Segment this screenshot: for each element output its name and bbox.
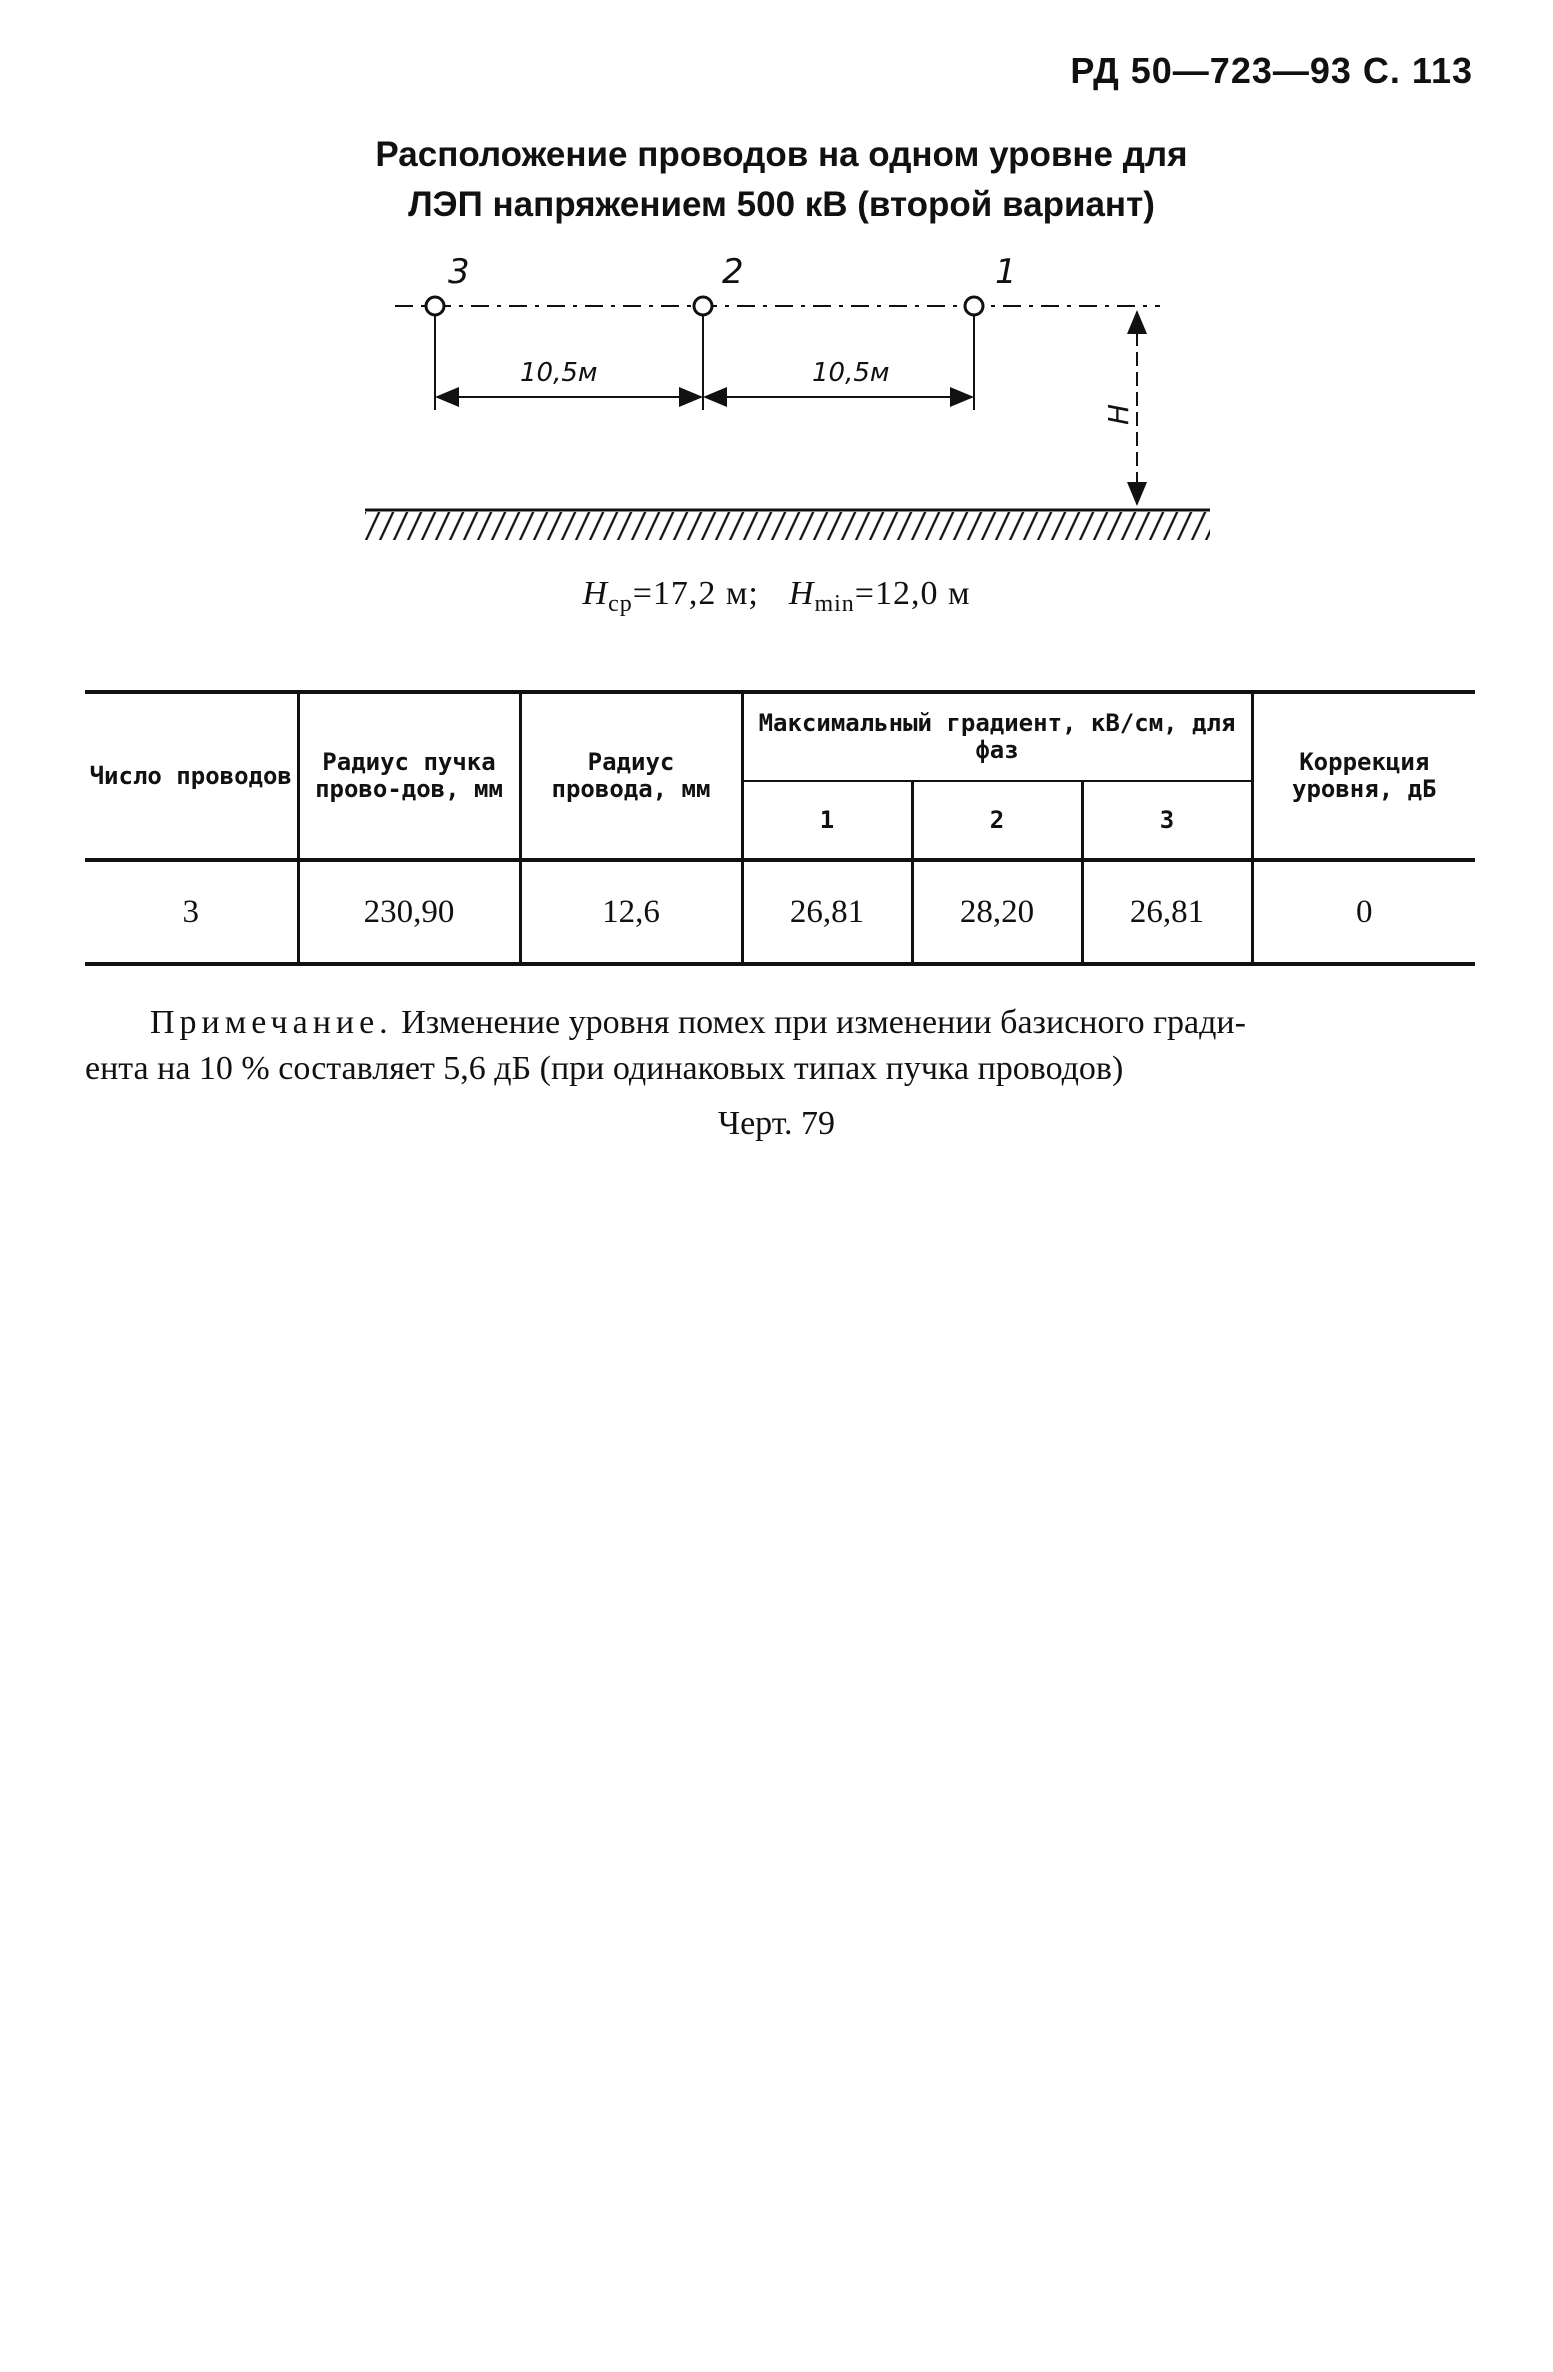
wire-2-icon [694,297,712,315]
table-row [85,860,1475,964]
header-bundle-radius: Радиус пучка прово-дов, мм [298,692,520,860]
cell-level-correction: 0 [1252,860,1475,964]
wire-label-2: 2 [722,252,744,292]
cell-phase-1: 26,81 [742,860,912,964]
header-max-gradient: Максимальный градиент, кВ/см, для фаз [742,692,1252,781]
figure-title-line-2: ЛЭП напряжением 500 кВ (второй вариант) [408,185,1155,224]
height-values [0,575,1553,618]
cell-wire-count: 3 [182,893,199,930]
cell-wire-radius: 12,6 [520,860,742,964]
hcp-subscript: cp [608,591,633,617]
header-wire-count: Число проводов [89,761,292,790]
wire-3-icon [426,297,444,315]
spacing-label-right: 10,5м [812,358,890,388]
header-phase-3: 3 [1082,781,1252,860]
header-wire-radius: Радиус провода, мм [520,692,742,860]
figure-caption: Черт. 79 [717,1105,836,1142]
hcp-symbol: H [582,575,609,612]
document-reference: РД 50—723—93 С. 113 [1070,50,1473,91]
cell-phase-3: 26,81 [1082,860,1252,964]
note-paragraph [85,1000,1480,1092]
cell-phase-2: 28,20 [912,860,1082,964]
wire-label-1: 1 [995,252,1017,292]
note-text-line-2: ента на 10 % составляет 5,6 дБ (при одинаковых типах пучка проводов) [85,1050,1124,1087]
wire-1-icon [965,297,983,315]
figure-title [0,130,1553,230]
note-label: Примечание. [150,1004,393,1041]
header-level-correction: Коррекция уровня, дБ [1252,692,1475,860]
spacing-label-left: 10,5м [520,358,598,388]
hmin-subscript: min [814,591,855,617]
figure-title-line-1: Расположение проводов на одном уровне для [375,135,1188,174]
hmin-value: =12,0 м [854,575,971,612]
ground-hatching [365,512,1210,540]
cell-bundle-radius: 230,90 [298,860,520,964]
header-phase-2: 2 [912,781,1082,860]
hcp-value: =17,2 м; [632,575,759,612]
wire-layout-diagram [0,240,1553,560]
gradient-table [85,690,1475,966]
wire-label-3: 3 [448,252,470,292]
header-phase-1: 1 [742,781,912,860]
hmin-symbol: H [788,575,815,612]
height-label: H [1102,403,1135,425]
gradient-table-container [85,690,1475,966]
note-text-line-1: Изменение уровня помех при изменении базисного гради- [392,1004,1246,1041]
